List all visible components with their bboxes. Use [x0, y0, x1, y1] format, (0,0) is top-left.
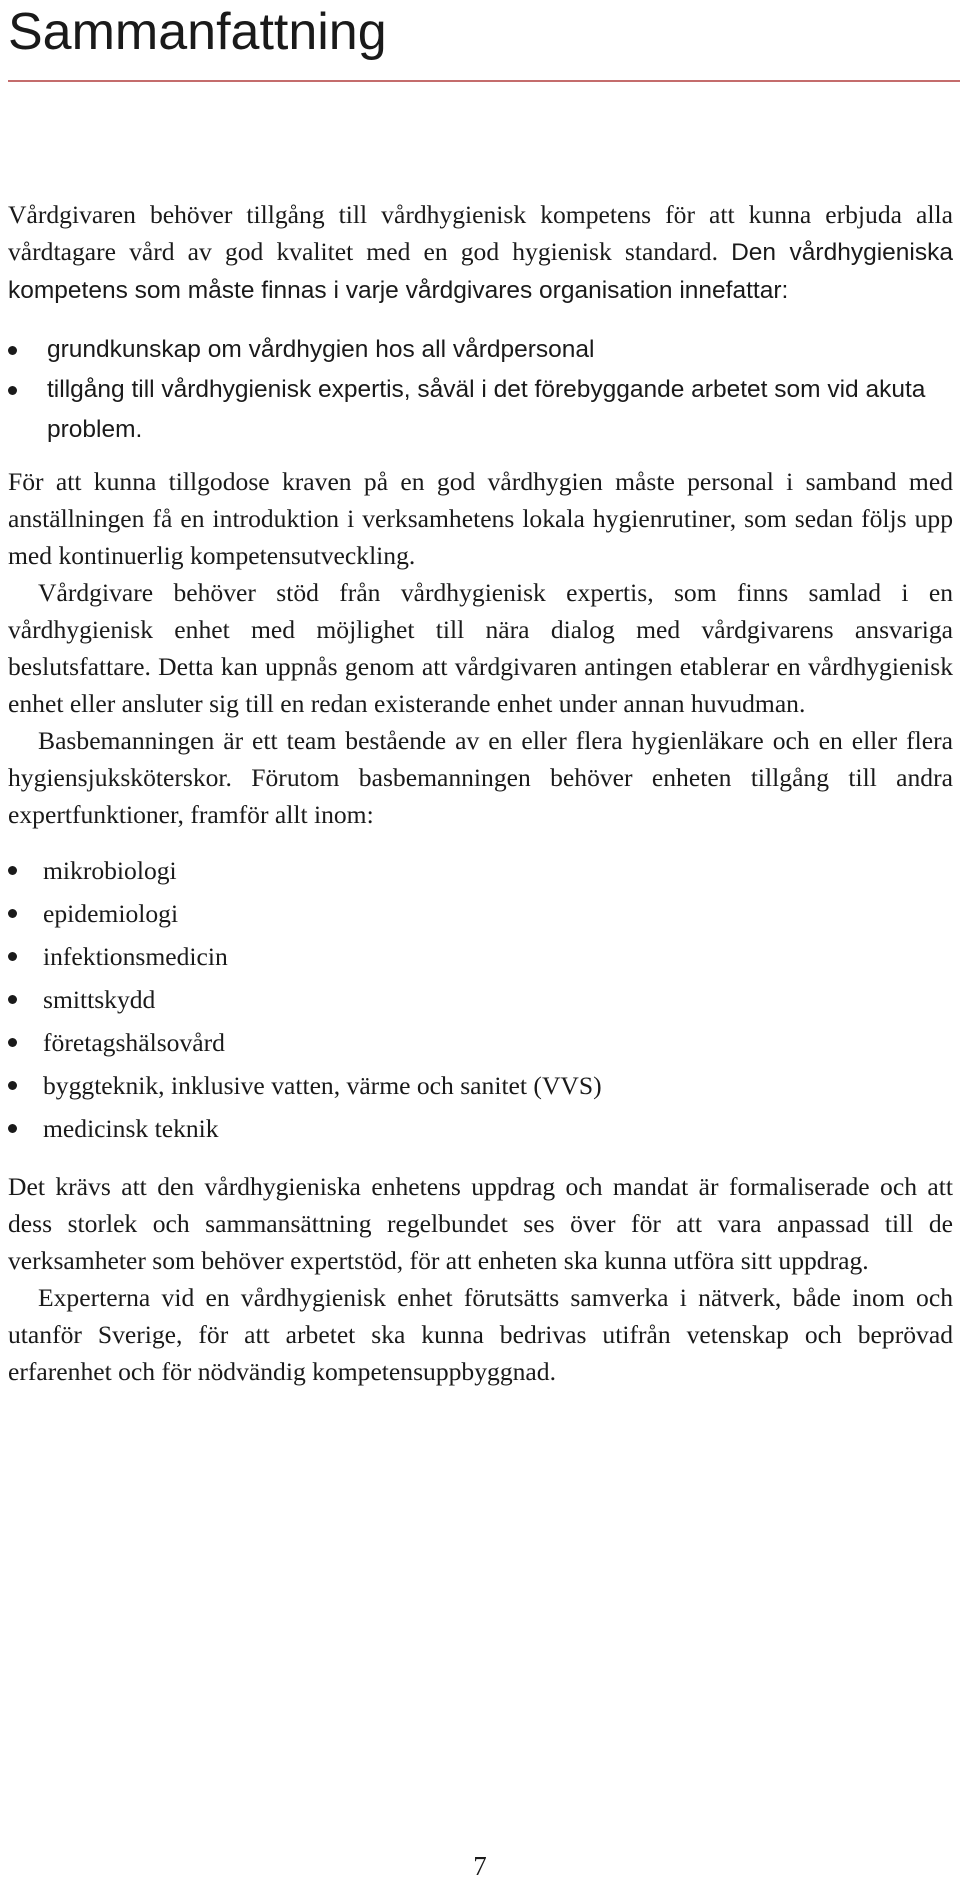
heading-divider: [8, 80, 960, 82]
list-item-text: tillgång till vårdhygienisk expertis, såväl i det förebyggande arbetet som vid akuta problem.: [47, 376, 926, 443]
intro-text-sans: Den vårdhygieniska kompetens som måste finnas i varje vårdgivares organisation innefattar:: [8, 239, 953, 304]
list-item-text: epidemiologi: [43, 899, 179, 928]
list-item: [8, 849, 953, 892]
paragraph-mandate: Det krävs att den vårdhygieniska enhetens uppdrag och mandat är formaliserade och att dess storlek och sammansättning regelbundet ses över för att vara anpassad till de verksamheter som behöver expertstöd, för att enheten ska kunna utföra sitt uppdrag.: [8, 1172, 953, 1275]
list-item: [8, 935, 953, 978]
list-item-text: smittskydd: [43, 985, 156, 1014]
list-item: [8, 892, 953, 935]
intro-paragraph: [8, 196, 953, 309]
list-item: [8, 330, 953, 370]
paragraph-network: Experterna vid en vårdhygienisk enhet förutsätts samverka i nätverk, både inom och utanför Sverige, för att arbetet ska kunna bedrivas utifrån vetenskap och beprövad erfarenhet och för nödvändig kompetensuppbyggnad.: [8, 1283, 953, 1386]
intro-text: Vårdgivaren behöver tillgång till vårdhygienisk kompetens för att kunna erbjuda alla vårdtagare vård av god kvalitet med en god hygienisk standard.: [8, 200, 953, 266]
list-item: [8, 1107, 953, 1150]
bullet-icon: [8, 1038, 17, 1047]
summary-body: [8, 196, 953, 1390]
bullet-icon: [8, 995, 17, 1004]
paragraph-staffing: [8, 722, 953, 833]
list-item: [8, 978, 953, 1021]
bullet-icon: [8, 909, 17, 918]
list-item-text: byggteknik, inklusive vatten, värme och sanitet (VVS): [43, 1071, 602, 1100]
competence-list: [8, 330, 953, 450]
staffing-text-a: Basbemanningen är ett team bestående av en eller flera hygienläkare och en eller flera hygiensjuksköterskor.: [8, 726, 953, 792]
bullet-icon: [8, 346, 17, 355]
staffing-text-b: Förutom basbemanningen behöver enheten tillgång till andra expertfunktioner, framför allt inom:: [8, 763, 953, 829]
list-item-text: företagshälsovård: [43, 1028, 225, 1057]
bullet-icon: [8, 1124, 17, 1133]
bullet-icon: [8, 1081, 17, 1090]
bullet-icon: [8, 866, 17, 875]
list-item-text: grundkunskap om vårdhygien hos all vårdpersonal: [47, 336, 595, 363]
bullet-icon: [8, 952, 17, 961]
list-item-text: medicinsk teknik: [43, 1114, 219, 1143]
bullet-icon: [8, 386, 17, 395]
list-item: [8, 370, 953, 450]
page-number: 7: [473, 1851, 487, 1881]
paragraph-introduction: För att kunna tillgodose kraven på en god vårdhygien måste personal i samband med anställningen få en introduktion i verksamhetens lokala hygienrutiner, som sedan följs upp med kontinuerlig kompetensutveckling.: [8, 467, 953, 570]
paragraph-support: Vårdgivare behöver stöd från vårdhygienisk expertis, som finns samlad i en vårdhygienisk enhet med möjlighet till nära dialog med vårdgivarens ansvariga beslutsfattare. Detta kan uppnås genom att vårdgivaren antingen etablerar en vårdhygienisk enhet eller ansluter sig till en redan existerande enhet under annan huvudman.: [8, 578, 953, 718]
expert-functions-list: [8, 849, 953, 1150]
list-item-text: mikrobiologi: [43, 856, 177, 885]
list-item: [8, 1021, 953, 1064]
list-item: [8, 1064, 953, 1107]
list-item-text: infektionsmedicin: [43, 942, 228, 971]
page-title: Sammanfattning: [8, 3, 387, 61]
